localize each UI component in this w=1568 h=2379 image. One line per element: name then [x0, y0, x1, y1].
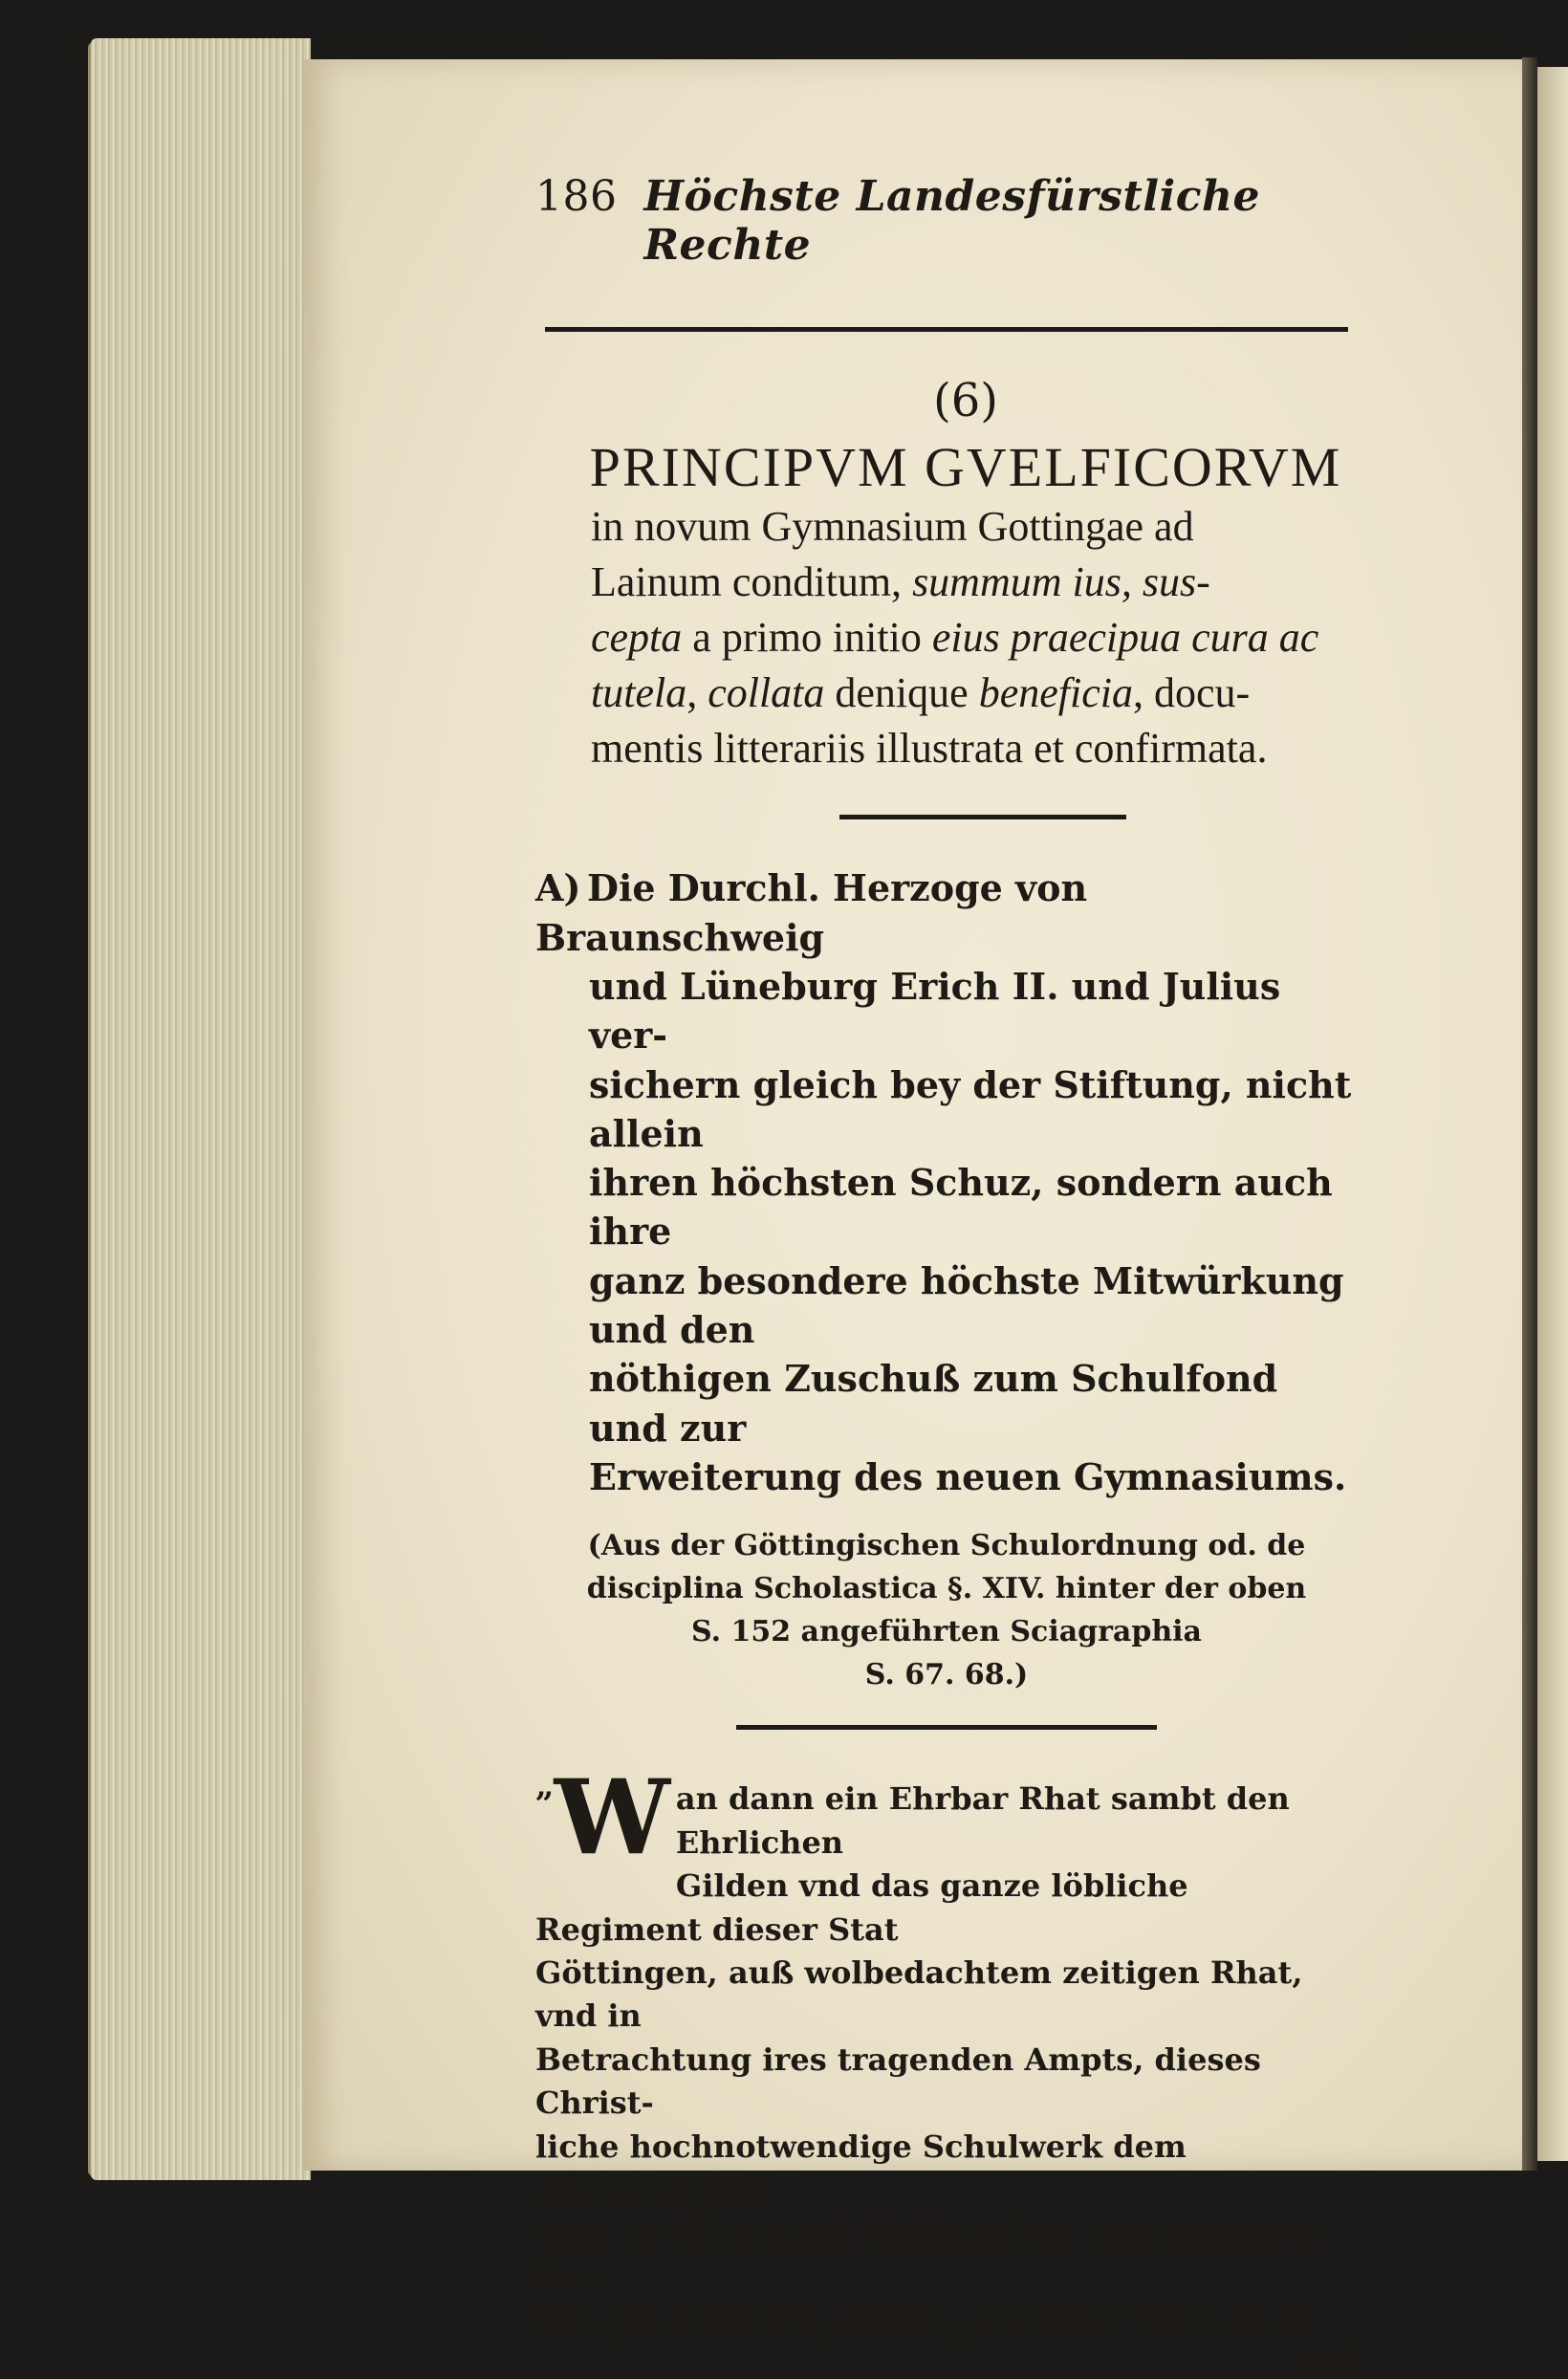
page-text-block — [535, 172, 1396, 2379]
subtitle-text: a primo initio — [682, 614, 932, 662]
section-title: PRINCIPVM GVELFICORVM — [589, 436, 1342, 498]
section-number: (6) — [933, 374, 998, 427]
quote-line: Betrachtung ires tragenden Ampts, dieses Christ- — [535, 2041, 1261, 2122]
quoted-document — [535, 1757, 1358, 2343]
subtitle-text: denique — [824, 669, 979, 717]
paragraph-label: A) — [535, 866, 581, 910]
section-divider — [839, 815, 1126, 819]
subtitle-text: in novum Gymnasium Gottingae ad — [591, 503, 1194, 550]
section-subtitle — [591, 499, 1375, 776]
subtitle-italic-text: summum ius, sus- — [912, 558, 1210, 606]
subtitle-line — [591, 666, 1375, 721]
quote-divider — [736, 1725, 1157, 1730]
citation-line: disciplina Scholastica §. XIV. hinter der oben — [586, 1572, 1307, 1606]
subtitle-line — [591, 555, 1375, 610]
subtitle-line — [591, 610, 1375, 666]
book-gutter — [1522, 57, 1537, 2171]
paragraph-a — [535, 863, 1358, 1501]
quote-line: liche hochnotwendige Schulwerk dem Allmächtigen — [535, 2128, 1187, 2209]
page-stack-edge — [91, 38, 311, 2180]
subtitle-line — [591, 721, 1375, 776]
paragraph-line: Erweiterung des neuen Gymnasiums. — [589, 1454, 1347, 1498]
quote-line: Göttingen, auß wolbedachtem zeitigen Rhat, vnd in — [535, 1954, 1303, 2035]
catchword: vnd — [1296, 2342, 1358, 2379]
running-title: Höchste Landesfürstliche Rechte — [643, 172, 1260, 270]
citation-line: S. 67. 68.) — [864, 1658, 1029, 1692]
subtitle-line — [591, 499, 1375, 555]
drop-cap-letter: W — [554, 1757, 670, 1879]
subtitle-italic-text: cepta — [591, 614, 683, 662]
citation-line: (Aus der Göttingischen Schulordnung od. de — [587, 1529, 1306, 1563]
paragraph-line: ganz besondere höchste Mitwürkung und den — [589, 1258, 1344, 1352]
running-header — [535, 172, 1396, 270]
subtitle-italic-text: eius praecipua cura ac — [931, 614, 1319, 662]
quote-line: Gott zu Ehren und Wolgefallen, vnd in diesen lez- — [535, 2215, 1315, 2296]
paragraph-line: ihren höchsten Schuz, sondern auch ihre — [589, 1161, 1333, 1254]
paragraph-line: sichern gleich bey der Stiftung, nicht allein — [589, 1062, 1352, 1155]
citation-line: S. 152 angeführten Sciagraphia — [690, 1615, 1202, 1649]
subtitle-text: Lainum conditum, — [591, 558, 913, 606]
subtitle-italic-text: collata — [708, 669, 825, 717]
quote-line: ten geschwinden Zeiten, gemeiner diser Stat — [535, 2302, 1305, 2339]
paragraph-text: Die Durchl. Herzoge von Braunschweig — [535, 866, 1088, 959]
page-number: 186 — [535, 172, 618, 221]
drop-cap — [535, 1757, 670, 1879]
opening-quote-mark: „ — [535, 1767, 555, 1806]
facing-page-edge — [1537, 67, 1568, 2161]
subtitle-text: mentis litterariis illustrata et confirmata. — [591, 725, 1268, 773]
source-citation — [535, 1524, 1358, 1696]
header-rule — [545, 327, 1348, 332]
subtitle-italic-text: beneficia — [978, 669, 1133, 717]
subtitle-italic-text: tutela — [591, 669, 687, 717]
paragraph-line: und Lüneburg Erich II. und Julius ver- — [589, 964, 1281, 1058]
subtitle-text: , docu- — [1132, 669, 1251, 717]
quote-line: Gilden vnd das ganze löbliche Regiment dieser Stat — [535, 1867, 1188, 1948]
quote-line: an dann ein Ehrbar Rhat sambt den Ehrlichen — [675, 1780, 1290, 1861]
subtitle-text: , — [686, 669, 708, 717]
paragraph-line: nöthigen Zuschuß zum Schulfond und zur — [589, 1357, 1278, 1450]
paragraph-line — [535, 863, 1358, 962]
